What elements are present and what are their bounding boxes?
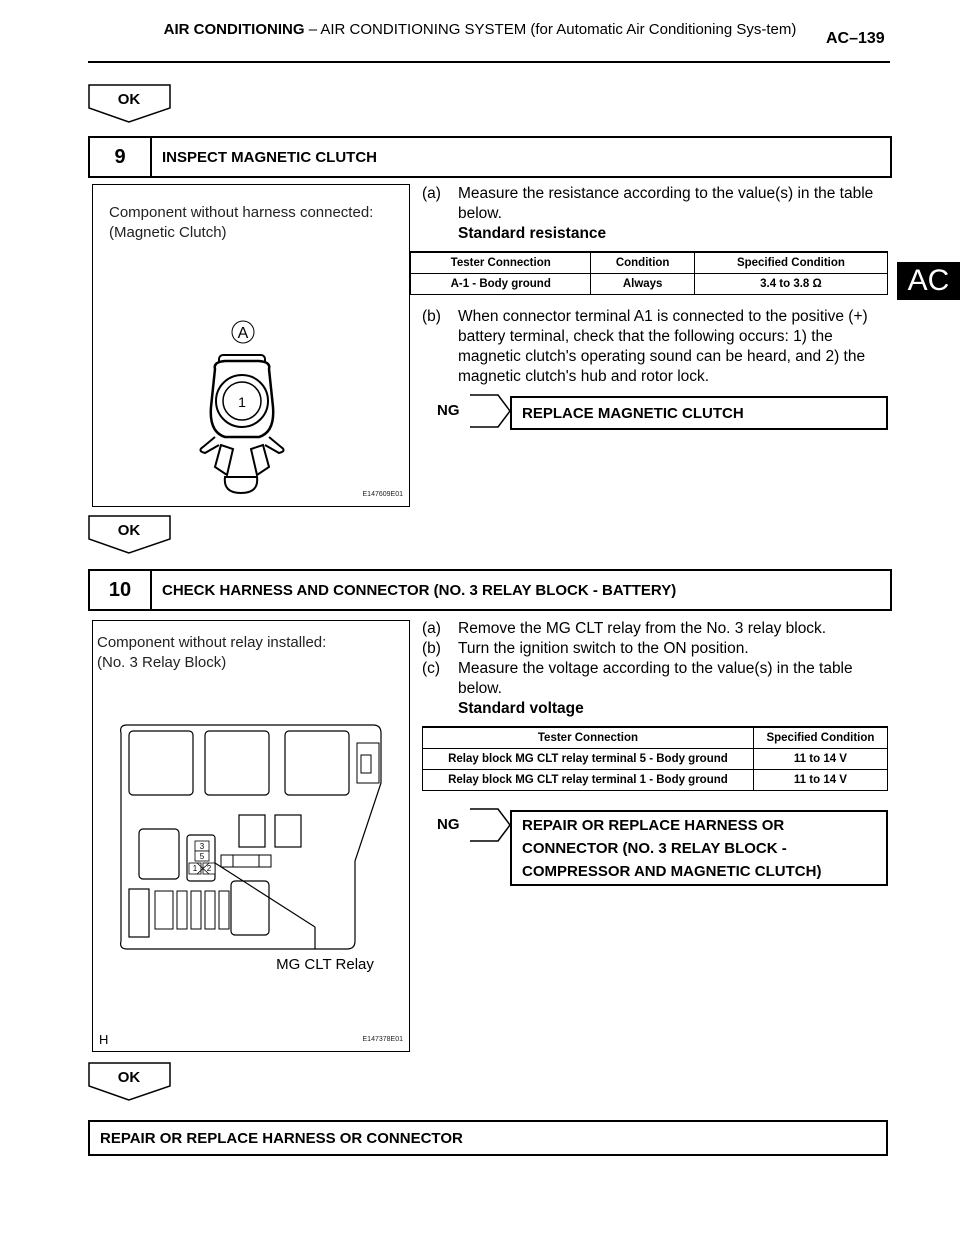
table-cell: Relay block MG CLT relay terminal 5 - Body ground bbox=[423, 749, 754, 770]
step-9-number: 9 bbox=[90, 138, 152, 176]
magnetic-clutch-connector-drawing bbox=[193, 317, 303, 497]
header-section: AIR CONDITIONING bbox=[163, 21, 305, 38]
final-result: REPAIR OR REPLACE HARNESS OR CONNECTOR bbox=[88, 1120, 888, 1156]
figure-10-caption-2: (No. 3 Relay Block) bbox=[97, 654, 227, 671]
step-10-a-label: (a) bbox=[422, 620, 441, 637]
step-10-spec-title: Standard voltage bbox=[458, 700, 584, 717]
figure-9-code: E147609E01 bbox=[362, 491, 403, 498]
step-10-c-text: Measure the voltage according to the value(s) in the table below. bbox=[458, 660, 853, 697]
table-row bbox=[411, 274, 888, 295]
figure-9-caption-1: Component without harness connected: bbox=[109, 204, 374, 221]
mg-clt-relay-label: MG CLT Relay bbox=[276, 956, 374, 973]
step-10-para-c bbox=[422, 659, 888, 719]
ng-label-9: NG bbox=[437, 402, 460, 419]
ok-arrow-2 bbox=[88, 515, 172, 555]
connector-pin: 1 bbox=[238, 394, 246, 410]
header-dash: – bbox=[308, 21, 318, 38]
relay-pin-3: 3 bbox=[199, 842, 205, 851]
table-9-header: Specified Condition bbox=[694, 252, 887, 274]
ng-result-10-line-1: REPAIR OR REPLACE HARNESS OR bbox=[522, 816, 785, 834]
figure-relay-block bbox=[92, 620, 410, 1052]
ng-arrow-10 bbox=[470, 807, 512, 843]
table-cell: Always bbox=[591, 274, 694, 295]
step-10-number: 10 bbox=[90, 571, 152, 609]
step-10-c-label: (c) bbox=[422, 660, 441, 677]
ok-arrow-3 bbox=[88, 1062, 172, 1102]
page-number: AC–139 bbox=[826, 30, 885, 47]
figure-10-code: E147378E01 bbox=[362, 1036, 403, 1043]
connector-letter: A bbox=[237, 325, 249, 342]
table-10-header: Tester Connection bbox=[423, 727, 754, 749]
step-9-b-label: (b) bbox=[422, 308, 441, 325]
step-9-para-b bbox=[422, 307, 888, 387]
figure-9-caption-2: (Magnetic Clutch) bbox=[109, 224, 227, 241]
step-9-title: INSPECT MAGNETIC CLUTCH bbox=[162, 148, 377, 166]
step-10-b-label: (b) bbox=[422, 640, 441, 657]
ng-result-10-line-3: COMPRESSOR AND MAGNETIC CLUTCH) bbox=[522, 862, 822, 880]
voltage-table bbox=[422, 726, 888, 791]
table-cell: A-1 - Body ground bbox=[411, 274, 591, 295]
step-10-header bbox=[88, 569, 892, 611]
step-10-para-a bbox=[422, 619, 888, 639]
header-title bbox=[150, 20, 810, 40]
ng-arrow-9 bbox=[470, 393, 512, 429]
ok-label-3: OK bbox=[117, 1069, 141, 1086]
step-9-para-a bbox=[422, 184, 888, 244]
ng-result-10-line-2: CONNECTOR (NO. 3 RELAY BLOCK - bbox=[522, 839, 787, 857]
step-10-a-text: Remove the MG CLT relay from the No. 3 relay block. bbox=[458, 620, 827, 637]
step-9-a-label: (a) bbox=[422, 185, 441, 202]
table-row bbox=[423, 770, 888, 791]
relay-pin-5: 5 bbox=[199, 852, 205, 861]
figure-magnetic-clutch bbox=[92, 184, 410, 507]
table-cell: Relay block MG CLT relay terminal 1 - Body ground bbox=[423, 770, 754, 791]
header-divider bbox=[88, 61, 890, 63]
relay-pin-2: 2 bbox=[206, 864, 212, 873]
header-subtitle: AIR CONDITIONING SYSTEM (for Automatic Air Conditioning Sys-tem) bbox=[320, 21, 797, 38]
step-10-title: CHECK HARNESS AND CONNECTOR (NO. 3 RELAY BLOCK - BATTERY) bbox=[162, 581, 677, 599]
step-10-b-text: Turn the ignition switch to the ON position. bbox=[458, 640, 749, 657]
figure-10-caption-1: Component without relay installed: bbox=[97, 634, 327, 651]
step-9-spec-title: Standard resistance bbox=[458, 225, 607, 242]
section-tab: AC bbox=[897, 262, 960, 300]
ng-result-9: REPLACE MAGNETIC CLUTCH bbox=[510, 396, 888, 430]
table-10-header: Specified Condition bbox=[753, 727, 887, 749]
table-cell: 3.4 to 3.8 Ω bbox=[694, 274, 887, 295]
table-cell: 11 to 14 V bbox=[753, 749, 887, 770]
step-9-b-text: When connector terminal A1 is connected to the positive (+) battery terminal, check that the following occurs: 1) the magnetic clutch's operating sound can be heard, and 2) the magnetic clutch's hub and rotor lock. bbox=[458, 308, 868, 385]
ok-label-1: OK bbox=[117, 91, 141, 108]
resistance-table bbox=[410, 251, 888, 295]
table-cell: 11 to 14 V bbox=[753, 770, 887, 791]
table-9-header: Condition bbox=[591, 252, 694, 274]
ng-result-10 bbox=[510, 810, 888, 886]
ok-label-2: OK bbox=[117, 522, 141, 539]
figure-10-corner: H bbox=[99, 1032, 109, 1047]
ng-label-10: NG bbox=[437, 816, 460, 833]
step-9-a-text: Measure the resistance according to the value(s) in the table below. bbox=[458, 185, 874, 222]
step-10-para-b bbox=[422, 639, 888, 659]
relay-pin-1: 1 bbox=[192, 864, 198, 873]
relay-block-drawing bbox=[93, 711, 409, 1041]
ok-arrow-1 bbox=[88, 84, 172, 124]
step-9-header bbox=[88, 136, 892, 178]
table-row bbox=[423, 749, 888, 770]
table-9-header: Tester Connection bbox=[411, 252, 591, 274]
